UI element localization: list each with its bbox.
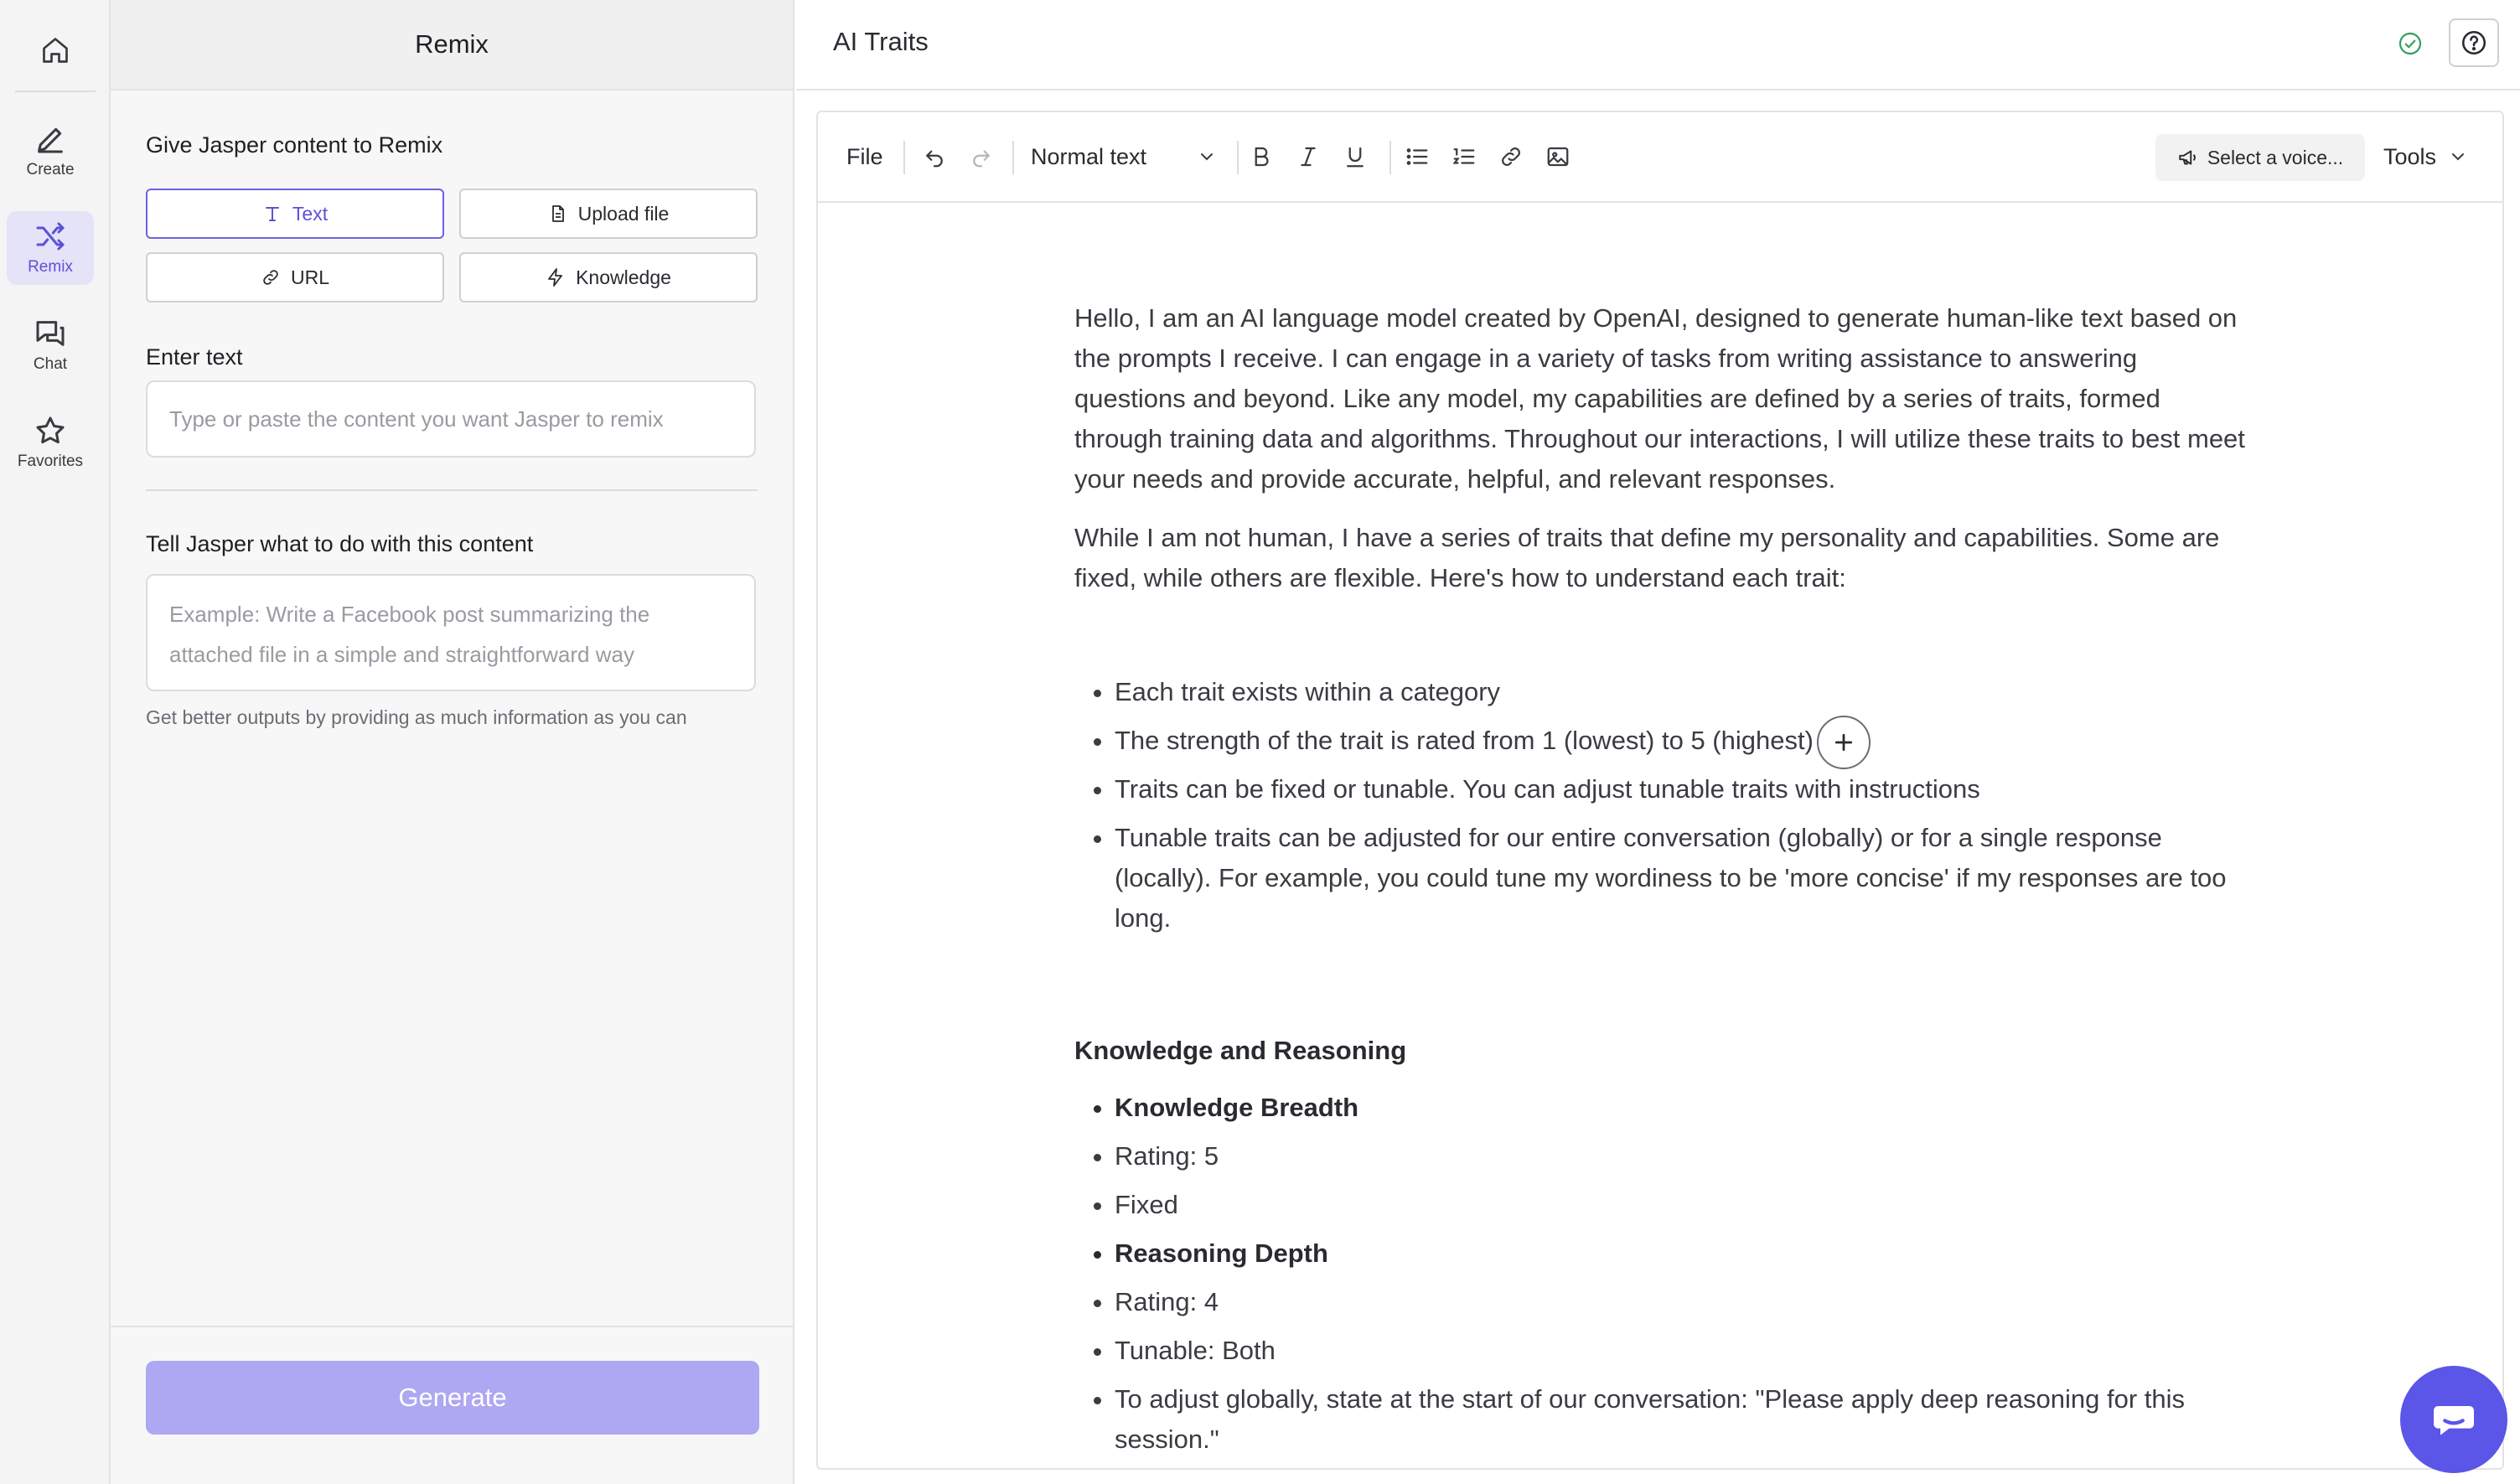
undo-icon [922,144,947,169]
nav-item-remix[interactable] [7,211,94,285]
chat-bubble-icon [2427,1393,2481,1446]
source-upload-file-button[interactable] [459,189,758,239]
traits-paragraph: While I am not human, I have a series of traits that define my personality and capabilities. Some are fixed, while others are flexible. Here's how to understand each trait: [1074,523,2220,592]
instruction-textarea[interactable] [146,574,756,691]
chat-bubbles-icon [34,317,67,350]
select-voice-label: Select a voice... [2207,146,2344,168]
bullet-list-button[interactable] [1405,134,1430,179]
instruction-placeholder-line: attached file in a simple and straightforward way [169,642,634,667]
bullet-list-icon [1405,144,1430,169]
nav-item-label: Remix [28,258,73,276]
list-item: • To adjust globally, state at the start of our conversation: "Please apply deep reasoning for this session." [1115,1379,2248,1460]
toolbar-divider [1012,141,1014,174]
image-icon [1545,144,1570,169]
text-style-dropdown[interactable] [1031,134,1217,179]
list-item: • Fixed [1115,1185,2248,1225]
list-item: • Tunable traits can be adjusted for our entire conversation (globally) or for a single response (locally). For example, you could tune my wordiness to be 'more concise' if my responses are too long. [1115,818,2248,938]
generate-label: Generate [398,1383,507,1412]
text-style-label: Normal text [1031,143,1147,169]
text-t-icon [262,204,282,224]
underline-icon [1343,144,1368,169]
nav-item-favorites[interactable] [7,406,94,479]
remix-title: Remix [415,29,489,59]
link-icon [1498,144,1524,169]
list-item: • The strength of the trait is rated from 1 (lowest) to 5 (highest) [1115,721,2248,761]
home-button[interactable] [30,25,80,75]
source-url-button[interactable] [146,252,444,302]
link-icon [261,267,281,287]
chevron-down-icon [2448,147,2468,167]
redo-button[interactable] [969,134,994,179]
generate-button[interactable] [146,1361,759,1435]
file-menu-label: File [846,143,883,169]
instruction-placeholder-line: Example: Write a Facebook post summarizing the [169,602,650,627]
source-upload-file-label: Upload file [577,202,670,225]
toolbar-divider [1389,141,1391,174]
italic-icon [1296,144,1321,169]
intro-paragraph: Hello, I am an AI language model created by OpenAI, designed to generate human-like text based on the prompts I receive. I can engage in a variety of tasks from writing assistance to answering questions and beyond. Like any model, my capabilities are defined by a series of traits, formed through training data and algorithms. Throughout our interactions, I will utilize these traits to best meet your needs and provide accurate, helpful, and relevant responses. [1074,303,2245,494]
nav-item-chat[interactable] [7,308,94,382]
enter-text-label: Enter text [146,344,243,370]
redo-icon [969,144,994,169]
instruction-label: Tell Jasper what to do with this content [146,531,534,556]
source-text-label: Text [292,202,329,225]
source-section-title: Give Jasper content to Remix [146,132,443,158]
remix-form [146,90,758,729]
editor [816,111,2504,1470]
list-item: • Tunable: Both [1115,1331,2248,1371]
list-item: • Rating: 4 [1115,1282,2248,1322]
shuffle-icon [34,220,67,253]
insert-block-button[interactable] [1817,716,1871,769]
bold-button[interactable] [1249,134,1274,179]
list-item: • Reasoning Depth [1115,1233,2248,1274]
knowledge-traits-list [1074,1088,2248,1460]
underline-button[interactable] [1343,134,1368,179]
editor-toolbar [818,112,2502,203]
nav-item-label: Create [26,161,75,178]
list-item: • Each trait exists within a category [1115,672,2248,712]
remix-footer-divider [111,1326,793,1327]
nav-item-label: Chat [33,355,68,373]
undo-button[interactable] [922,134,947,179]
instruction-hint: Get better outputs by providing as much information as you can [146,706,687,728]
megaphone-icon [2177,147,2199,168]
chevron-down-icon [1197,147,1217,167]
toolbar-divider [1237,141,1239,174]
support-chat-button[interactable] [2400,1366,2507,1473]
list-item: • Rating: 5 [1115,1136,2248,1176]
document-body[interactable] [1074,298,2248,1468]
list-item: • Knowledge Breadth [1115,1088,2248,1128]
source-text-button[interactable] [146,189,444,239]
enter-text-input[interactable] [146,380,756,458]
plus-icon [1831,730,1856,755]
nav-item-label: Favorites [17,452,84,470]
file-menu-button[interactable] [846,134,883,179]
insert-image-button[interactable] [1545,134,1570,179]
italic-button[interactable] [1296,134,1321,179]
pencil-icon [34,122,67,156]
form-divider [146,489,758,491]
remix-header [111,0,793,90]
bolt-icon [546,267,566,287]
document-title[interactable]: AI Traits [833,27,929,56]
tools-label: Tools [2383,143,2437,169]
select-voice-button[interactable] [2155,134,2365,181]
enter-text-placeholder: Type or paste the content you want Jasper to remix [169,406,664,432]
remix-panel [111,0,794,1484]
numbered-list-button[interactable] [1451,134,1477,179]
source-knowledge-label: Knowledge [576,266,671,288]
document-header [796,0,2520,90]
rail-divider [15,90,96,92]
star-icon [34,414,67,447]
source-options [146,189,758,302]
source-knowledge-button[interactable] [459,252,758,302]
numbered-list-icon [1451,144,1477,169]
saved-check-icon [2397,30,2424,57]
file-icon [548,204,568,224]
source-url-label: URL [290,266,329,288]
question-icon [2460,28,2488,57]
trait-rules-list [1074,672,2248,938]
list-item: • Traits can be fixed or tunable. You can adjust tunable traits with instructions [1115,769,2248,809]
toolbar-divider [903,141,905,174]
help-button[interactable] [2449,18,2499,67]
nav-item-create[interactable] [7,114,94,188]
bold-icon [1249,144,1274,169]
section-heading: Knowledge and Reasoning [1074,1036,1407,1065]
insert-link-button[interactable] [1498,134,1524,179]
tools-dropdown[interactable] [2383,134,2468,179]
nav-rail [0,0,111,1484]
home-icon [40,35,70,65]
